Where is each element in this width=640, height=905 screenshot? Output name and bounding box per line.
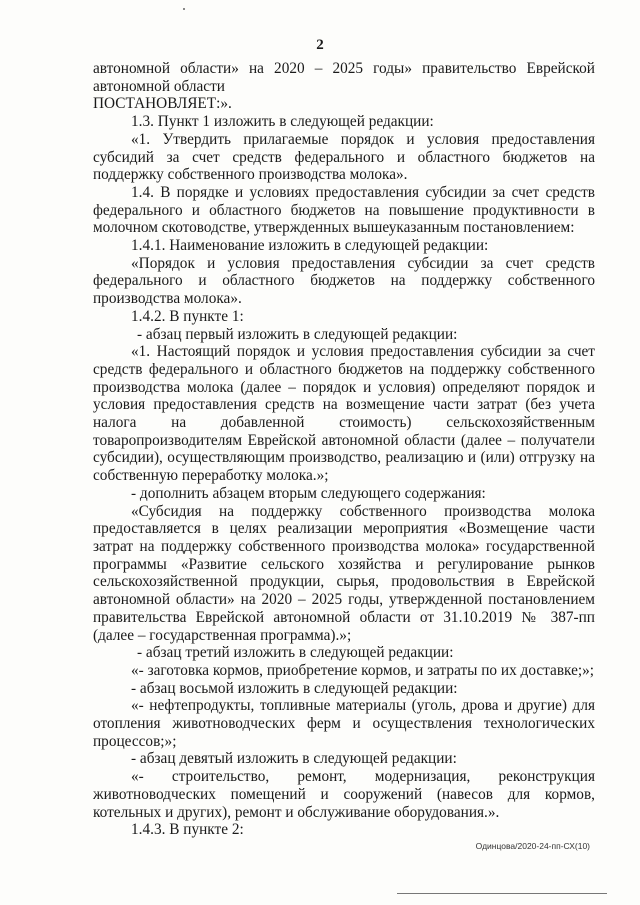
paragraph: 1.4.3. В пункте 2:: [131, 821, 244, 839]
paragraph: «1. Настоящий порядок и условия предоставления субсидии за счет средств федерального и областного бюджетов на поддержку собственного производства молока (далее – порядок и условия) определяют порядок и условия предоставления средств на возмещение части затрат (без учета налога на добавленной стоимость) сельскохозяйственным товаропроизводителям Еврейской автономной области (далее – получатели субсидии), осуществляющим производство, реализацию и (или) отгрузку на собственную переработку молока.»;: [93, 343, 595, 485]
paragraph: - абзац первый изложить в следующей редакции:: [137, 325, 458, 343]
paragraph: «- заготовка кормов, приобретение кормов, и затраты по их доставке;»;: [131, 661, 595, 679]
paragraph: 1.4.2. В пункте 1:: [131, 307, 244, 325]
paragraph: 1.3. Пункт 1 изложить в следующей редакции:: [131, 113, 434, 131]
paragraph: 1.4. В порядке и условиях предоставления субсидии за счет средств федерального и областного бюджетов на повышение продуктивности в молочном скотоводстве, утвержденных вышеуказанным постановлением:: [93, 183, 595, 237]
paragraph: «- строительство, ремонт, модернизация, реконструкция животноводческих помещений и сооружений (навесов для кормов, котельных и других), ремонт и обслуживание оборудования.».: [93, 768, 595, 821]
paragraph: 1.4.1. Наименование изложить в следующей редакции:: [131, 237, 489, 255]
paragraph: автономной области» на 2020 – 2025 годы» правительство Еврейской автономной области: [93, 60, 595, 95]
paragraph: - абзац восьмой изложить в следующей редакции:: [131, 679, 458, 697]
paragraph: - абзац третий изложить в следующей редакции:: [137, 644, 454, 662]
document-reference-code: Одинцова/2020-24-пп-СХ(10): [475, 841, 590, 851]
paragraph: «Субсидия на поддержку собственного производства молока предоставляется в целях реализации мероприятия «Возмещение части затрат на поддержку собственного производства молока» государственной программы «Развитие сельского хозяйства и регулирование рынков сельскохозяйственной продукции, сырья, продовольствия в Еврейской автономной области» на 2020 – 2025 годы, утвержденной постановлением правительства Еврейской автономной области от 31.10.2019 № 387-пп (далее – государственная программа).»;: [93, 502, 595, 644]
paragraph: - дополнить абзацем вторым следующего содержания:: [131, 484, 486, 502]
paragraph: «- нефтепродукты, топливные материалы (уголь, дрова и другие) для отопления животноводческих ферм и осуществления технологических процессов;»;: [93, 697, 595, 750]
paragraph: «1. Утвердить прилагаемые порядок и условия предоставления субсидий за счет средств федерального и областного бюджетов на поддержку собственного производства молока».: [93, 130, 595, 184]
paragraph: «Порядок и условия предоставления субсидии за счет средств федерального и областного бюджетов на поддержку собственного производства молока».: [93, 254, 595, 308]
document-body: [93, 60, 595, 839]
page-edge-line: [397, 893, 607, 894]
paragraph: - абзац девятый изложить в следующей редакции:: [131, 750, 457, 768]
scan-speck: [183, 8, 185, 10]
page-number: 2: [316, 37, 324, 53]
paragraph: ПОСТАНОВЛЯЕТ:».: [93, 95, 232, 113]
